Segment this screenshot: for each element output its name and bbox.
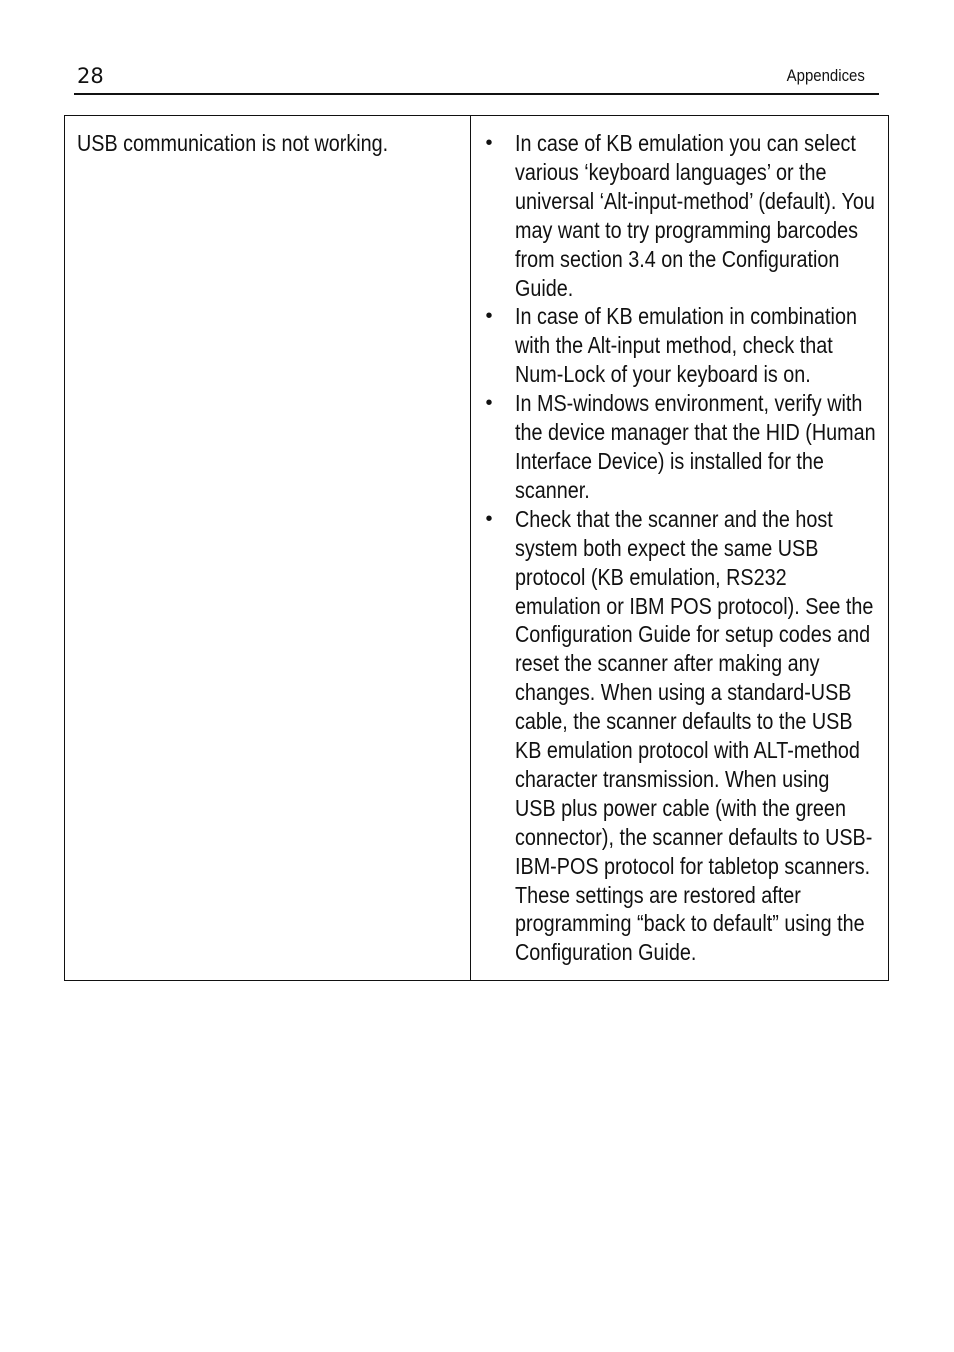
page-number: 28 (77, 64, 104, 88)
section-title: Appendices (786, 66, 865, 85)
text-line: Configuration Guide for setup codes and (515, 621, 871, 648)
text-line: programming “back to default” using the (515, 910, 865, 937)
text-line: These settings are restored after (515, 881, 801, 908)
text-line: may want to try programming barcodes (515, 216, 858, 243)
text-line: scanner. (515, 476, 590, 503)
troubleshooting-table (64, 115, 889, 981)
text-line: Num-Lock of your keyboard is on. (515, 361, 811, 388)
text-line: the device manager that the HID (Human (515, 419, 876, 446)
problem-text: USB communication is not working. (77, 130, 389, 156)
text-line: character transmission. When using (515, 765, 830, 792)
bullet-icon: • (485, 392, 493, 415)
solution-cell (471, 116, 889, 981)
text-line: cable, the scanner defaults to the USB (515, 708, 853, 735)
text-line: IBM-POS protocol for tabletop scanners. (515, 852, 871, 879)
solution-list (471, 129, 878, 967)
text-line: In MS-windows environment, verify with (515, 390, 863, 417)
text-line: changes. When using a standard-USB (515, 679, 852, 706)
text-line: Interface Device) is installed for the (515, 447, 824, 474)
text-line: Configuration Guide. (515, 939, 697, 966)
text-line: various ‘keyboard languages’ or the (515, 158, 827, 185)
bullet-icon: • (485, 507, 493, 530)
table-row (65, 116, 889, 981)
list-item (471, 505, 878, 968)
text-line: with the Alt-input method, check that (515, 332, 833, 359)
list-item (471, 302, 878, 389)
text-line: Guide. (515, 274, 574, 301)
text-line: In case of KB emulation in combination (515, 303, 857, 330)
text-line: Check that the scanner and the host (515, 505, 833, 532)
text-line: KB emulation protocol with ALT-method (515, 737, 860, 764)
text-line: from section 3.4 on the Configuration (515, 245, 840, 272)
bullet-icon: • (485, 305, 493, 328)
text-line: reset the scanner after making any (515, 650, 820, 677)
text-line: system both expect the same USB (515, 534, 819, 561)
text-line: connector), the scanner defaults to USB- (515, 823, 873, 850)
problem-cell (65, 116, 471, 981)
text-line: protocol (KB emulation, RS232 (515, 563, 787, 590)
text-line: USB plus power cable (with the green (515, 794, 846, 821)
text-line: In case of KB emulation you can select (515, 130, 856, 156)
list-item (471, 129, 878, 302)
bullet-icon: • (485, 132, 493, 154)
page-header (74, 60, 879, 95)
list-item (471, 389, 878, 505)
text-line: emulation or IBM POS protocol). See the (515, 592, 874, 619)
text-line: universal ‘Alt-input-method’ (default). You (515, 187, 875, 214)
